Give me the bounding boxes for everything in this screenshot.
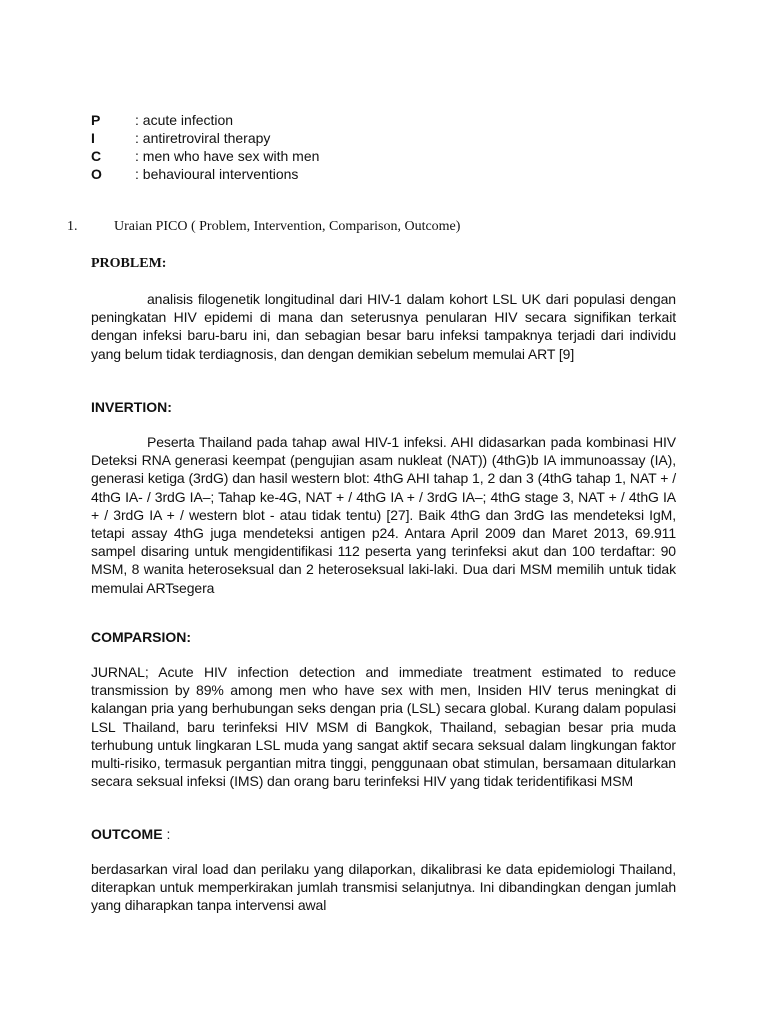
invertion-heading: INVERTION: — [91, 399, 172, 415]
pico-row-p — [91, 111, 491, 129]
outcome-heading — [91, 825, 170, 843]
pico-list — [91, 111, 491, 183]
pico-row-c — [91, 147, 491, 165]
pico-key: O — [91, 166, 102, 182]
numbered-heading — [67, 218, 687, 236]
pico-value: : behavioural interventions — [135, 166, 299, 182]
outcome-heading-label: OUTCOME — [91, 826, 163, 842]
pico-row-o — [91, 165, 491, 183]
invertion-paragraph: Peserta Thailand pada tahap awal HIV-1 infeksi. AHI didasarkan pada kombinasi HIV Deteksi RNA generasi keempat (pengujian asam nukleat (NAT)) (4thG)b IA immunoassay (IA), generasi ketiga (3rdG) dan hasil western blot: 4thG AHI tahap 1, 2 dan 3 (4thG tahap 1, NAT + / 4thG IA- / 3rdG IA–; Tahap ke-4G, NAT + / 4thG IA + / 3rdG IA–; 4thG stage 3, NAT + / 4thG IA + / 3rdG IA + / western blot - atau tidak tentu) [27]. Baik 4thG dan 3rdG Ias mendeteksi IgM, tetapi assay 4thG juga mendeteksi antigen p24. Antara April 2009 dan Maret 2013, 69.911 sampel disaring untuk mengidentifikasi 112 peserta yang terinfeksi akut dan 100 terdaftar: 90 MSM, 8 wanita heteroseksual dan 2 heteroseksual laki-laki. Dua dari MSM memilih untuk tidak memulai ARTsegera — [91, 434, 676, 596]
comparsion-paragraph: JURNAL; Acute HIV infection detection and immediate treatment estimated to reduce transmission by 89% among men who have sex with men, Insiden HIV terus meningkat di kalangan pria yang berhubungan seks dengan pria (LSL) secara global. Kurang dalam populasi LSL Thailand, baru terinfeksi HIV MSM di Bangkok, Thailand, sebagian besar pria muda terhubung untuk lingkaran LSL muda yang sangat aktif secara seksual dalam lingkungan faktor multi-risiko, termasuk pergantian mitra tinggi, penggunaan obat stimulan, bersamaan ditularkan secara seksual infeksi (IMS) dan orang baru terinfeksi HIV yang tidak teridentifikasi MSM — [91, 664, 676, 790]
pico-key: I — [91, 130, 95, 146]
problem-heading: PROBLEM: — [91, 256, 167, 271]
comparsion-heading: COMPARSION: — [91, 629, 192, 645]
outcome-paragraph: berdasarkan viral load dan perilaku yang dilaporkan, dikalibrasi ke data epidemiologi Thailand, diterapkan untuk memperkirakan jumlah transmisi selanjutnya. Ini dibandingkan dengan jumlah yang diharapkan tanpa intervensi awal — [91, 861, 676, 914]
outcome-heading-suffix: : — [162, 826, 171, 842]
pico-value: : men who have sex with men — [135, 148, 320, 164]
numbered-heading-text: Uraian PICO ( Problem, Intervention, Comparison, Outcome) — [114, 219, 461, 234]
pico-value: : acute infection — [135, 112, 234, 128]
pico-row-i — [91, 129, 491, 147]
problem-paragraph: analisis filogenetik longitudinal dari HIV-1 dalam kohort LSL UK dari populasi dengan peningkatan HIV epidemi di mana dan seterusnya penularan HIV secara signifikan terkait dengan infeksi baru-baru ini, dan sebagian besar baru infeksi tampaknya terjadi dari individu yang belum tidak terdiagnosis, dan dengan demikian sebelum memulai ART [9] — [91, 291, 676, 362]
list-number: 1. — [67, 219, 78, 234]
pico-key: C — [91, 148, 102, 164]
pico-value: : antiretroviral therapy — [135, 130, 271, 146]
pico-key: P — [91, 112, 101, 128]
